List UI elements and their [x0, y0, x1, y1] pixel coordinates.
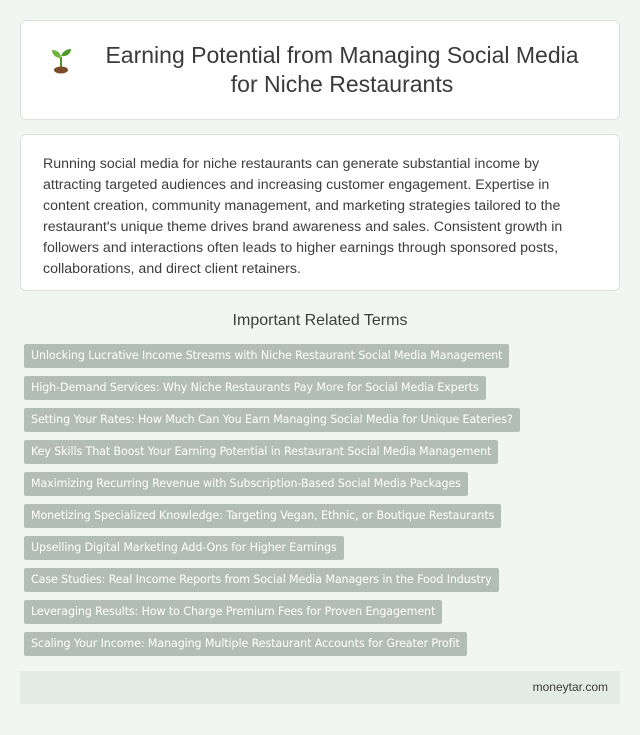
related-term-link[interactable]: Setting Your Rates: How Much Can You Earn Managing Social Media for Unique Eateries?: [24, 408, 520, 432]
related-term-link[interactable]: Upselling Digital Marketing Add-Ons for Higher Earnings: [24, 536, 344, 560]
related-term-link[interactable]: Scaling Your Income: Managing Multiple Restaurant Accounts for Greater Profit: [24, 632, 467, 656]
page-title: Earning Potential from Managing Social Media for Niche Restaurants: [105, 42, 579, 97]
title-card: [20, 20, 620, 120]
footer-site-link[interactable]: moneytar.com: [532, 680, 608, 694]
related-terms-heading: Important Related Terms: [232, 312, 408, 329]
intro-card: [20, 134, 620, 291]
related-term-link[interactable]: Maximizing Recurring Revenue with Subscription-Based Social Media Packages: [24, 472, 468, 496]
sprout-icon: [45, 43, 77, 75]
related-term-link[interactable]: Monetizing Specialized Knowledge: Targeting Vegan, Ethnic, or Boutique Restaurants: [24, 504, 501, 528]
related-term-link[interactable]: High-Demand Services: Why Niche Restaurants Pay More for Social Media Experts: [24, 376, 486, 400]
related-term-link[interactable]: Key Skills That Boost Your Earning Potential in Restaurant Social Media Management: [24, 440, 498, 464]
intro-paragraph: Running social media for niche restaurants can generate substantial income by attracting targeted audiences and increasing customer engagement. Expertise in content creation, community management, and marketing strategies tailored to the restaurant's unique theme drives brand awareness and sales. Consistent growth in followers and interactions often leads to higher earnings through sponsored posts, collaborations, and direct client retainers.: [43, 156, 563, 277]
related-term-link[interactable]: Unlocking Lucrative Income Streams with Niche Restaurant Social Media Management: [24, 344, 509, 368]
footer: [20, 671, 620, 704]
related-term-link[interactable]: Leveraging Results: How to Charge Premium Fees for Proven Engagement: [24, 600, 442, 624]
related-terms-list: [24, 344, 616, 664]
related-term-link[interactable]: Case Studies: Real Income Reports from Social Media Managers in the Food Industry: [24, 568, 499, 592]
title-block: [45, 41, 595, 99]
